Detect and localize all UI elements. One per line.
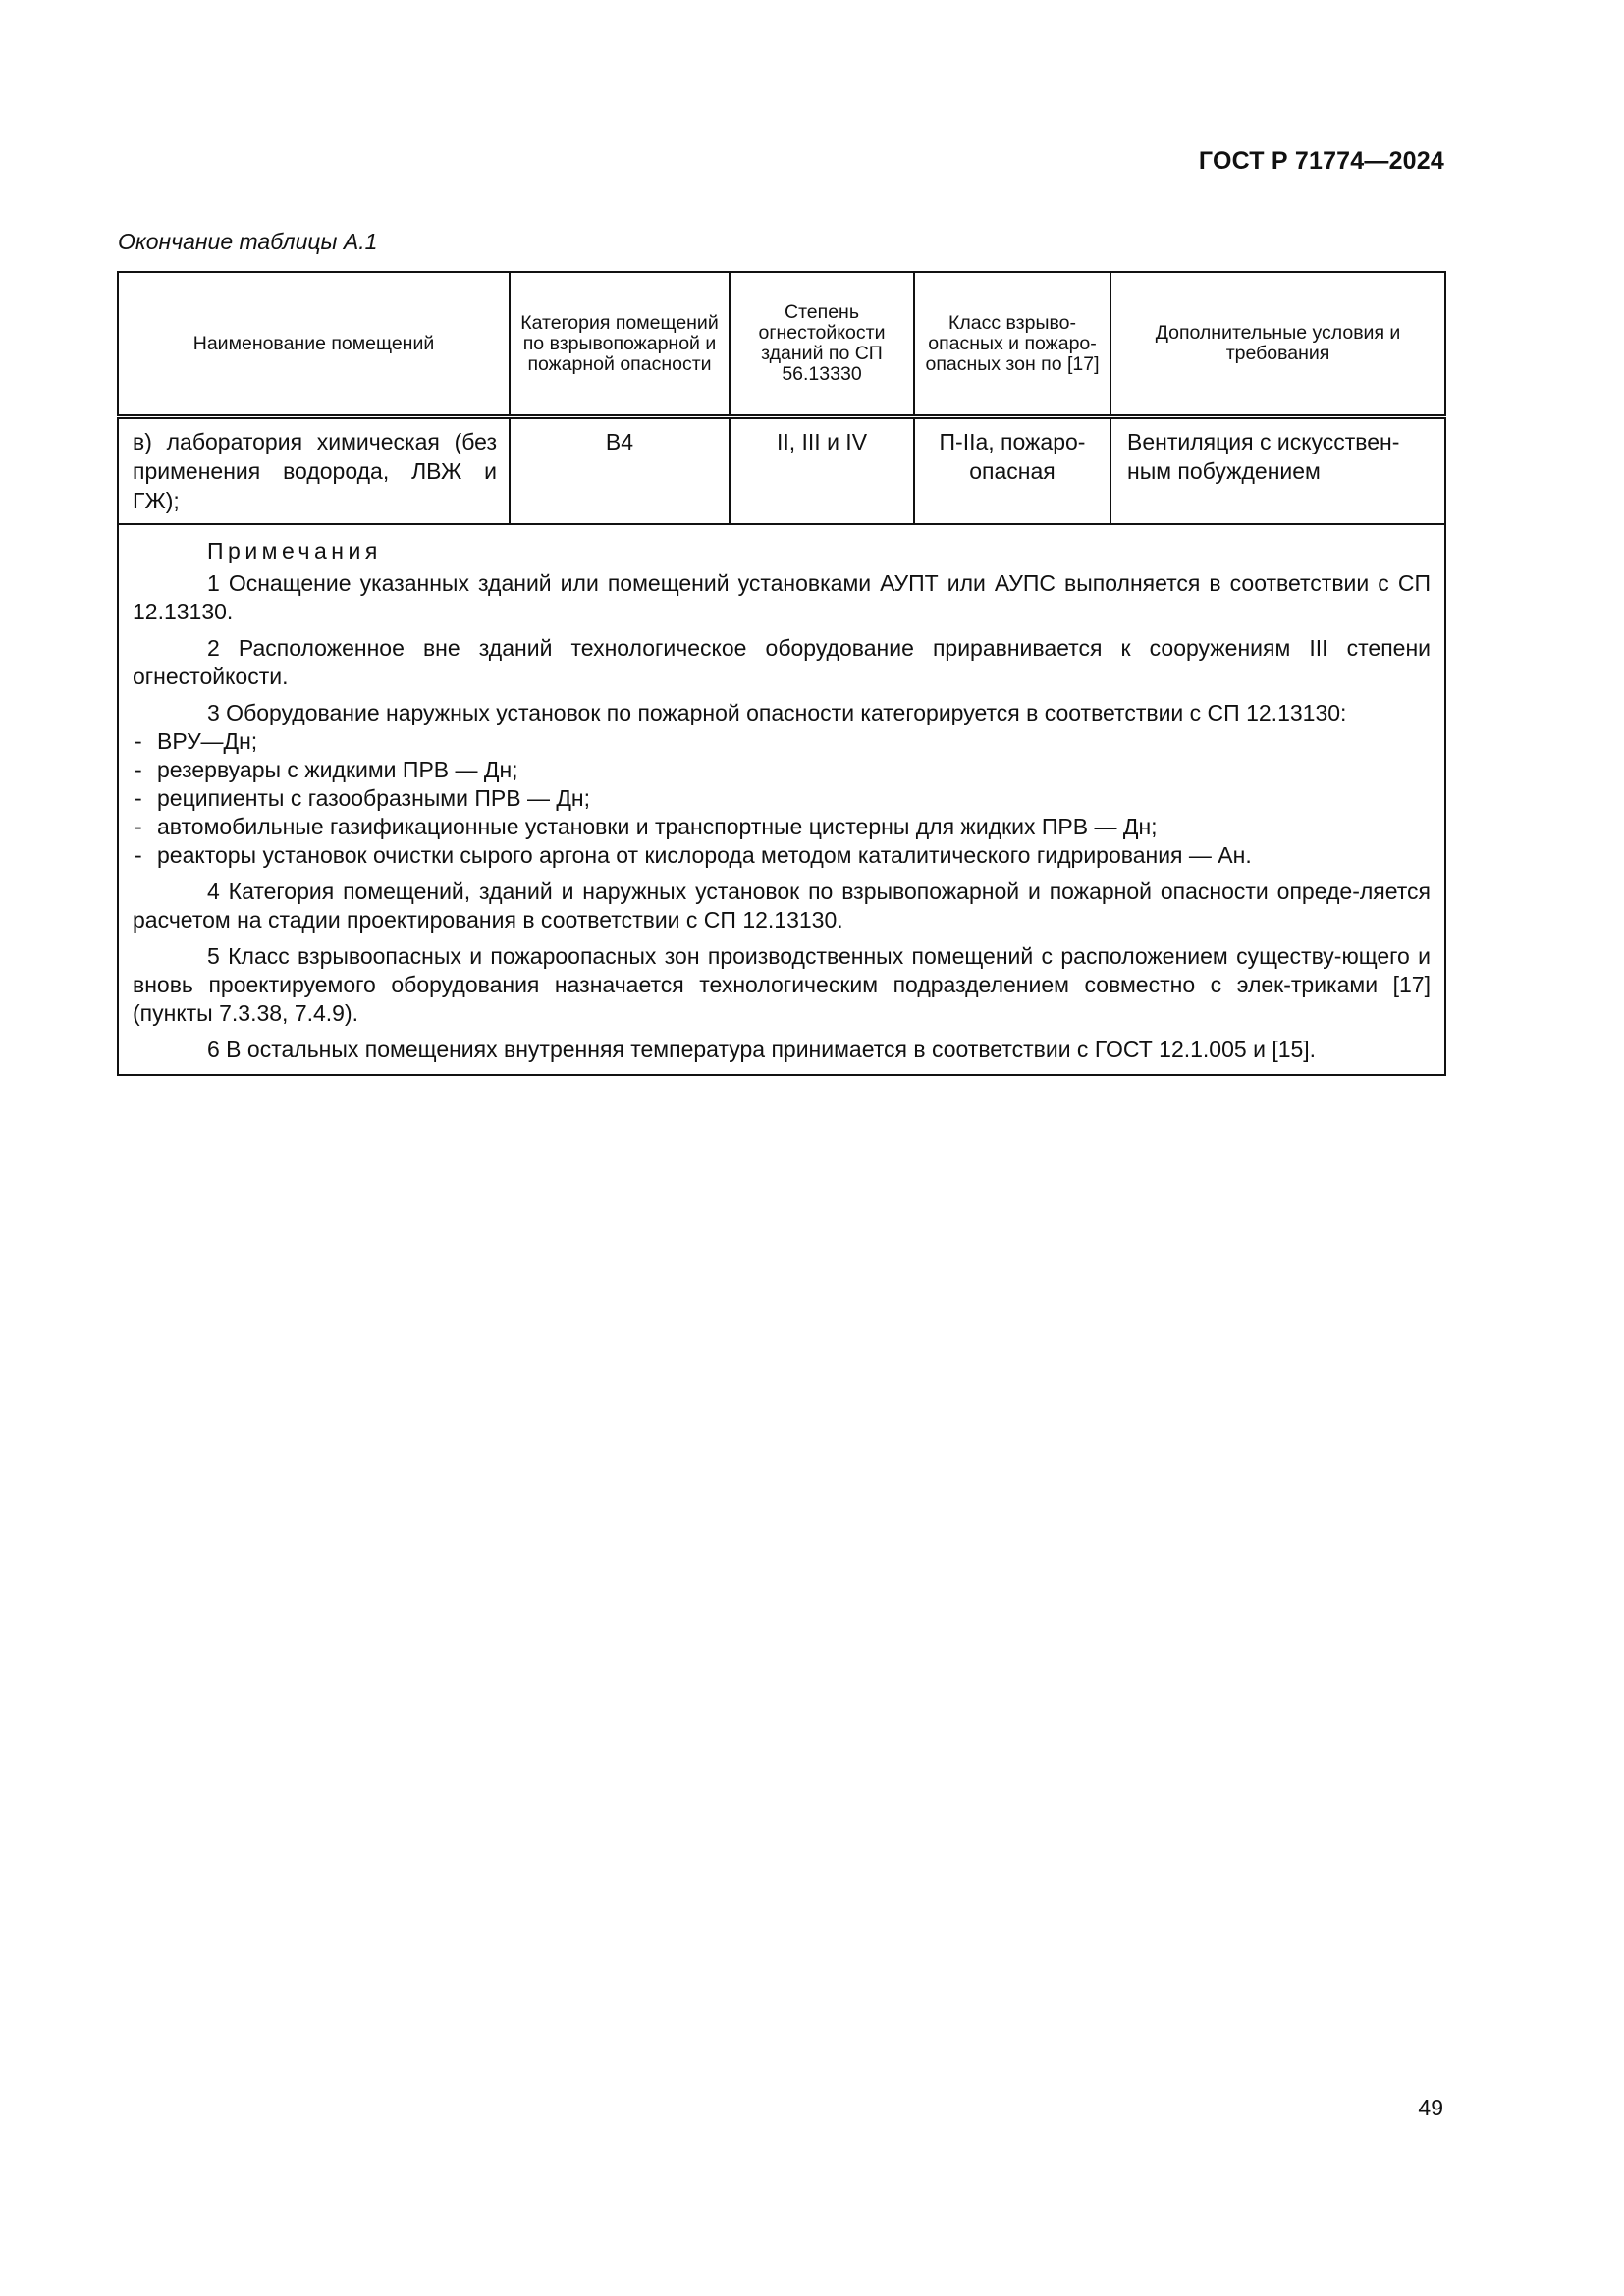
table-row — [118, 417, 1445, 525]
column-header: Наименование помещений — [118, 272, 510, 417]
column-header: Категория помещений по взрывопожарной и пожарной опасности — [510, 272, 730, 417]
list-item: - резервуары с жидкими ПРВ — Дн; — [133, 756, 1431, 784]
data-table — [117, 271, 1446, 1076]
notes-heading: Примечания — [207, 538, 382, 563]
table-cell-category: В4 — [510, 417, 730, 525]
column-header: Степень огнестойкости зданий по СП 56.13330 — [730, 272, 914, 417]
table-cell-room-name: в) лаборатория химическая (без применения водорода, ЛВЖ и ГЖ); — [118, 417, 510, 525]
note-item: 3 Оборудование наружных установок по пожарной опасности категорируется в соответствии с СП 12.13130: — [207, 700, 1347, 725]
note-item: 2 Расположенное вне зданий технологическое оборудование приравнивается к сооружениям III степени огнестойкости. — [133, 635, 1431, 689]
list-item: - автомобильные газификационные установки и транспортные цистерны для жидких ПРВ — Дн; — [133, 813, 1431, 841]
table-container — [117, 271, 1444, 1076]
note-3-list — [133, 727, 1431, 870]
note-item: 4 Категория помещений, зданий и наружных установок по взрывопожарной и пожарной опасности опреде-ляется расчетом на стадии проектирования в соответствии с СП 12.13130. — [133, 879, 1431, 933]
note-item: 5 Класс взрывоопасных и пожароопасных зон производственных помещений с расположением существу-ющего и вновь проектируемого оборудования назначается технологическим подразделением совместно с элек-триками [17] (пункты 7.3.38, 7.4.9). — [133, 943, 1431, 1026]
table-header-row — [118, 272, 1445, 417]
table-cell-conditions: Вентиляция с искусствен-ным побуждением — [1110, 417, 1445, 525]
note-item: 6 В остальных помещениях внутренняя температура принимается в соответствии с ГОСТ 12.1.005 и [15]. — [207, 1037, 1317, 1062]
notes-cell — [118, 524, 1445, 1075]
note-item: 1 Оснащение указанных зданий или помещений установками АУПТ или АУПС выполняется в соответствии с СП 12.13130. — [133, 570, 1431, 624]
table-caption: Окончание таблицы А.1 — [118, 229, 378, 254]
table-cell-fire-resistance: II, III и IV — [730, 417, 914, 525]
table-cell-zone-class: П-IIа, пожаро-опасная — [914, 417, 1110, 525]
document-code: ГОСТ Р 71774—2024 — [1198, 147, 1444, 175]
column-header: Дополнительные условия и требования — [1110, 272, 1445, 417]
list-item: - ВРУ—Дн; — [133, 727, 1431, 756]
page-number: 49 — [1418, 2095, 1443, 2120]
notes-row — [118, 524, 1445, 1075]
list-item: - реакторы установок очистки сырого аргона от кислорода методом каталитического гидрирования — Ан. — [133, 841, 1431, 870]
list-item: - реципиенты с газообразными ПРВ — Дн; — [133, 784, 1431, 813]
column-header: Класс взрыво-опасных и пожаро-опасных зон по [17] — [914, 272, 1110, 417]
